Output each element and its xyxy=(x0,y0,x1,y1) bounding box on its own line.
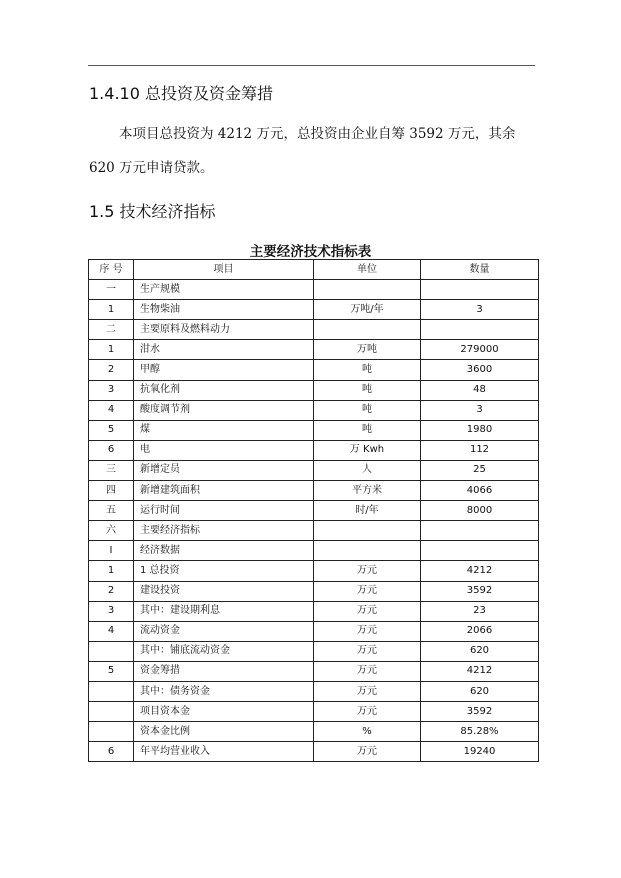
investment-paragraph-line-2: 620 万元申请贷款。 xyxy=(89,160,214,176)
table-row xyxy=(89,481,539,501)
cell-quantity: 4212 xyxy=(421,661,539,681)
cell-item: 其中：债务资金 xyxy=(134,681,314,701)
cell-unit: 万 Kwh xyxy=(314,440,421,460)
cell-item: 经济数据 xyxy=(134,541,314,561)
table-row xyxy=(89,340,539,360)
cell-unit: 万元 xyxy=(314,661,421,681)
cell-item: 运行时间 xyxy=(134,501,314,521)
table-row xyxy=(89,742,539,762)
cell-index: 2 xyxy=(89,581,134,601)
table-caption: 主要经济技术指标表 xyxy=(249,244,372,260)
cell-quantity: 4066 xyxy=(421,481,539,501)
table-row xyxy=(89,400,539,420)
cell-index xyxy=(89,681,134,701)
cell-index: 6 xyxy=(89,440,134,460)
cell-quantity: 112 xyxy=(421,440,539,460)
cell-item: 流动资金 xyxy=(134,621,314,641)
cell-unit: 吨 xyxy=(314,360,421,380)
cell-quantity: 2066 xyxy=(421,621,539,641)
table-body xyxy=(89,280,539,762)
cell-unit: % xyxy=(314,722,421,742)
cell-item: 甲醇 xyxy=(134,360,314,380)
cell-unit: 万元 xyxy=(314,581,421,601)
cell-unit: 万元 xyxy=(314,742,421,762)
cell-index: I xyxy=(89,541,134,561)
cell-index: 1 xyxy=(89,561,134,581)
cell-quantity: 3 xyxy=(421,400,539,420)
cell-index: 五 xyxy=(89,501,134,521)
cell-item: 年平均营业收入 xyxy=(134,742,314,762)
cell-index: 2 xyxy=(89,360,134,380)
cell-index: 六 xyxy=(89,521,134,541)
cell-unit xyxy=(314,521,421,541)
cell-quantity: 25 xyxy=(421,460,539,480)
table-row xyxy=(89,501,539,521)
cell-unit: 时/年 xyxy=(314,501,421,521)
cell-index xyxy=(89,722,134,742)
cell-item: 抗氧化剂 xyxy=(134,380,314,400)
cell-item: 主要原料及燃料动力 xyxy=(134,320,314,340)
cell-item: 1 总投资 xyxy=(134,561,314,581)
header-index: 序 号 xyxy=(89,260,134,280)
cell-index: 一 xyxy=(89,280,134,300)
cell-item: 项目资本金 xyxy=(134,702,314,722)
header-quantity: 数量 xyxy=(421,260,539,280)
table-row xyxy=(89,581,539,601)
table-row xyxy=(89,360,539,380)
table-row xyxy=(89,681,539,701)
cell-quantity: 19240 xyxy=(421,742,539,762)
table-row xyxy=(89,420,539,440)
table-row xyxy=(89,601,539,621)
cell-item: 资金筹措 xyxy=(134,661,314,681)
table-header-row xyxy=(89,260,539,280)
cell-unit: 万元 xyxy=(314,681,421,701)
cell-unit: 吨 xyxy=(314,380,421,400)
table-row xyxy=(89,621,539,641)
table-row xyxy=(89,641,539,661)
cell-quantity xyxy=(421,280,539,300)
cell-unit xyxy=(314,320,421,340)
cell-quantity: 1980 xyxy=(421,420,539,440)
cell-quantity: 3592 xyxy=(421,702,539,722)
cell-unit: 万元 xyxy=(314,561,421,581)
cell-unit: 万元 xyxy=(314,621,421,641)
economic-indicators-table xyxy=(88,259,539,762)
cell-index: 5 xyxy=(89,420,134,440)
cell-quantity xyxy=(421,541,539,561)
cell-unit: 万吨 xyxy=(314,340,421,360)
cell-item: 电 xyxy=(134,440,314,460)
table-row xyxy=(89,661,539,681)
cell-quantity: 85.28% xyxy=(421,722,539,742)
table-row xyxy=(89,722,539,742)
investment-paragraph-line-1: 本项目总投资为 4212 万元，总投资由企业自筹 3592 万元，其余 xyxy=(119,126,516,142)
cell-index: 四 xyxy=(89,481,134,501)
cell-item: 煤 xyxy=(134,420,314,440)
cell-unit: 万元 xyxy=(314,702,421,722)
cell-quantity: 23 xyxy=(421,601,539,621)
cell-index: 6 xyxy=(89,742,134,762)
cell-quantity: 3 xyxy=(421,300,539,320)
cell-unit: 人 xyxy=(314,460,421,480)
header-rule xyxy=(88,65,535,66)
header-item: 项目 xyxy=(134,260,314,280)
table-row xyxy=(89,702,539,722)
cell-item: 其中：铺底流动资金 xyxy=(134,641,314,661)
cell-quantity xyxy=(421,320,539,340)
cell-quantity: 3592 xyxy=(421,581,539,601)
cell-index: 4 xyxy=(89,621,134,641)
cell-index: 5 xyxy=(89,661,134,681)
cell-index: 二 xyxy=(89,320,134,340)
cell-index: 三 xyxy=(89,460,134,480)
cell-item: 建设投资 xyxy=(134,581,314,601)
cell-unit xyxy=(314,280,421,300)
cell-item: 新增定员 xyxy=(134,460,314,480)
cell-item: 生产规模 xyxy=(134,280,314,300)
cell-item: 其中：建设期利息 xyxy=(134,601,314,621)
table-row xyxy=(89,541,539,561)
cell-unit: 万元 xyxy=(314,641,421,661)
cell-quantity: 279000 xyxy=(421,340,539,360)
header-unit: 单位 xyxy=(314,260,421,280)
cell-quantity: 8000 xyxy=(421,501,539,521)
cell-item: 生物柴油 xyxy=(134,300,314,320)
cell-quantity: 3600 xyxy=(421,360,539,380)
cell-item: 泔水 xyxy=(134,340,314,360)
cell-quantity xyxy=(421,521,539,541)
table-row xyxy=(89,320,539,340)
table-row xyxy=(89,380,539,400)
cell-unit: 万元 xyxy=(314,601,421,621)
table-row xyxy=(89,440,539,460)
cell-index xyxy=(89,702,134,722)
cell-quantity: 4212 xyxy=(421,561,539,581)
section-heading-1-5: 1.5 技术经济指标 xyxy=(89,202,216,221)
cell-index: 3 xyxy=(89,601,134,621)
cell-item: 资本金比例 xyxy=(134,722,314,742)
table-row xyxy=(89,460,539,480)
cell-index: 1 xyxy=(89,340,134,360)
cell-index: 1 xyxy=(89,300,134,320)
cell-quantity: 620 xyxy=(421,641,539,661)
cell-item: 主要经济指标 xyxy=(134,521,314,541)
cell-unit xyxy=(314,541,421,561)
cell-index: 4 xyxy=(89,400,134,420)
cell-item: 酸度调节剂 xyxy=(134,400,314,420)
section-heading-1-4-10: 1.4.10 总投资及资金筹措 xyxy=(89,84,273,103)
cell-unit: 吨 xyxy=(314,400,421,420)
cell-index: 3 xyxy=(89,380,134,400)
cell-index xyxy=(89,641,134,661)
cell-unit: 万吨/年 xyxy=(314,300,421,320)
cell-unit: 平方米 xyxy=(314,481,421,501)
cell-quantity: 48 xyxy=(421,380,539,400)
table-row xyxy=(89,280,539,300)
table-row xyxy=(89,521,539,541)
table-row xyxy=(89,300,539,320)
table-row xyxy=(89,561,539,581)
cell-unit: 吨 xyxy=(314,420,421,440)
cell-item: 新增建筑面积 xyxy=(134,481,314,501)
cell-quantity: 620 xyxy=(421,681,539,701)
